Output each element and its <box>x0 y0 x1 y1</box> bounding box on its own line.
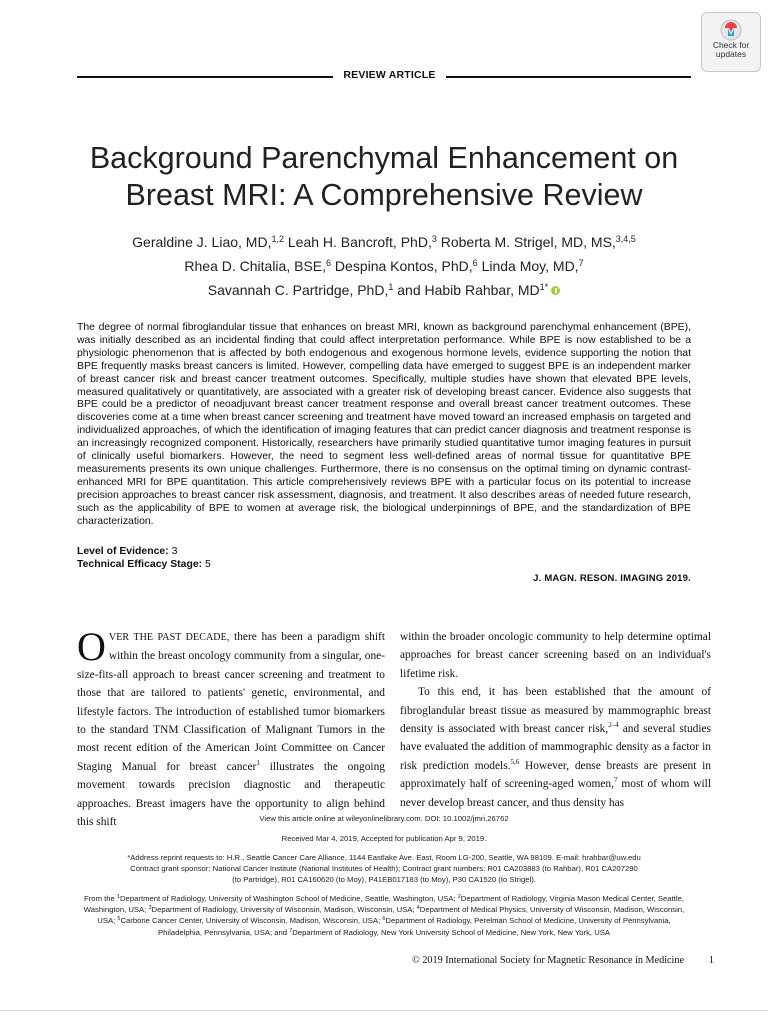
body-paragraph: within the broader oncologic community to help determine optimal approaches for breast cancer screening based on an individual's lifetime risk. <box>400 631 711 680</box>
badge-line-2: updates <box>715 49 747 59</box>
author-affiliation-marker: 6 <box>472 258 478 268</box>
author-line-1 <box>70 230 698 254</box>
author-list <box>70 230 698 302</box>
author-name: Rhea D. Chitalia, BSE, <box>184 258 327 274</box>
author-affiliation-marker: 7 <box>578 258 584 268</box>
copyright-notice: © 2019 International Society for Magnetic Resonance in Medicine <box>412 955 684 966</box>
crossmark-icon <box>720 19 742 41</box>
affiliation: Department of Radiology, University of Washington School of Medicine, Seattle, Washington, USA; <box>120 894 458 903</box>
body-text: To this end, it has been established that the amount of fibroglandular breast tissue as measured by mammographic breast density is associated with breast cancer risk, <box>400 686 711 736</box>
author-affiliation-marker: 3 <box>431 234 437 244</box>
abstract: The degree of normal fibroglandular tissue that enhances on breast MRI, known as background parenchymal enhancement (BPE), was initially described as an incidental finding that could affect interpretation performance. While BPE is now established to be a physiologic phenomenon that is affected by both endogenous and exogenous hormone levels, evidence supporting the notion that BPE frequently masks breast cancers is limited. However, compelling data have emerged to suggest BPE is an independent marker of breast cancer risk and breast cancer treatment outcomes. Specifically, multiple studies have shown that elevated BPE levels, measured qualitatively or quantitatively, are associated with a greater risk of developing breast cancer. Evidence also suggests that BPE could be a predictor of neoadjuvant breast cancer treatment response and overall breast cancer treatment outcomes. These discoveries come at a time when breast cancer screening and treatment have moved toward an increased emphasis on targeted and individualized approaches, of which the identification of imaging features that can predict cancer diagnosis and treatment response is an increasingly recognized component. Historically, researchers have primarily studied quantitative tumor imaging features in pursuit of clinically useful biomarkers. However, the need to segment less well-defined areas of normal tissue for quantitative BPE measurements presents its own unique challenges. Furthermore, there is no consensus on the optimal timing on dynamic contrast-enhanced MRI for BPE quantitation. This article comprehensively reviews BPE with a particular focus on its potential to increase precision approaches to breast cancer risk assessment, diagnosis, and treatment. It also describes areas of needed future research, such as the applicability of BPE to women at average risk, the biological underpinnings of BPE, and the standardization of BPE characterization. <box>77 322 691 527</box>
body-text: most of whom will never develop breast cancer, and thus density has <box>400 778 711 809</box>
body-text: illustrates the ongoing movement towards precision diagnostic and therapeutic approaches. Breast imagers have the opportunity to align behind this shift <box>77 760 385 829</box>
author-name: Linda Moy, MD, <box>481 258 579 274</box>
body-column-right <box>400 628 711 812</box>
correspondence-note <box>77 852 691 886</box>
check-for-updates-badge[interactable] <box>701 12 761 72</box>
citation-marker: 5,6 <box>510 757 520 766</box>
author-affiliation-marker: 6 <box>326 258 332 268</box>
title-line-2: Breast MRI: A Comprehensive Review <box>125 178 643 212</box>
journal-reference: J. MAGN. RESON. IMAGING 2019. <box>533 573 691 584</box>
author-affiliation-marker: 1* <box>539 282 549 292</box>
level-of-evidence <box>77 546 377 559</box>
citation-marker: 7 <box>613 776 618 785</box>
grant-line-2: (to Partridge), R01 CA160620 (to Moy), P41EB017183 (to Moy), P30 CA1520 (to Strigel). <box>232 875 536 885</box>
page-number: 1 <box>708 955 714 966</box>
affiliation: Department of Radiology, Virginia Mason Medical Center, Seattle, Washington, USA; <box>83 894 684 915</box>
section-rule-right <box>446 76 691 78</box>
level-of-evidence-value: 3 <box>171 546 178 557</box>
author-line-2 <box>70 254 698 278</box>
intro-lead-in: VER THE PAST DECADE, <box>108 632 230 643</box>
badge-line-1: Check for <box>712 40 750 50</box>
citation-marker: 2–4 <box>608 721 619 730</box>
author-affiliation-marker: 1,2 <box>271 234 284 244</box>
body-paragraph <box>400 683 711 812</box>
view-online-note: View this article online at wileyonlinelibrary.com. DOI: 10.1002/jmri.26762 <box>259 814 509 823</box>
affiliations: From the $^1$Department of Radiology, University of Washington School of Medicine, Seattle, Washington, USA; $^2$Department of Radiology, Virginia Mason Medical Center, Seattle, Washington, USA; $^3$Department of Radiology, University of Wisconsin, Madison, Wisconsin, USA; $^4$Department of Medical Physics, University of Wisconsin, Madison, Wisconsin, USA; $^5$Carbone Cancer Center, University of Wisconsin, Madison, Wisconsin, USA; $^6$Department of Radiology, Perelman School of Medicine, University of Pennsylvania, Philadelphia, Pennsylvania, USA; and $^7$Department of Radiology, New York University School of Medicine, New York, New York, USA <box>83 894 685 937</box>
drop-cap: O <box>77 624 106 669</box>
technical-efficacy-label: Technical Efficacy Stage: <box>77 559 203 570</box>
technical-efficacy-value: 5 <box>205 559 211 570</box>
address-line: *Address reprint requests to: H.R., Seattle Cancer Care Alliance, 1144 Eastlake Ave. East, Room LG-200, Seattle, WA 98109. E-mail: hrahbar@uw.edu <box>127 853 641 862</box>
section-rule-left <box>77 76 333 78</box>
article-title <box>60 140 708 214</box>
level-of-evidence-label: Level of Evidence: <box>77 546 169 557</box>
author-name: Geraldine J. Liao, MD, <box>132 234 272 250</box>
body-column-left <box>77 624 385 831</box>
affiliation: Department of Radiology, Perelman School of Medicine, University of Pennsylvania, Philadelphia, Pennsylvania, USA; and <box>157 916 671 937</box>
affiliations-lead: From the <box>84 894 117 903</box>
author-affiliation-marker: 1 <box>388 282 394 292</box>
author-name: Savannah C. Partridge, PhD, <box>207 282 389 298</box>
author-name: and Habib Rahbar, MD <box>397 282 540 298</box>
affiliation: Department of Medical Physics, University of Wisconsin, Madison, Wisconsin, USA; <box>97 905 685 926</box>
body-text: and several studies have evaluated the addition of mammographic density as a factor in risk prediction models. <box>400 723 711 772</box>
received-dates: Received Mar 4, 2019, Accepted for publication Apr 9, 2019. <box>281 834 487 843</box>
author-line-3 <box>70 278 698 302</box>
citation-marker: 1 <box>256 758 260 767</box>
affiliation: Department of Radiology, New York University School of Medicine, New York, New York, USA <box>292 927 611 937</box>
body-text: there has been a paradigm shift within the breast oncology community from a singular, one-size-fits-all approach to breast cancer screening and treatment to those that are tailored to patients' genetic, environmental, and lifestyle factors. The introduction of established tumor biomarkers to the standard TNM Classification of Malignant Tumors in the most recent edition of the American Joint Committee on Cancer Staging Manual for breast cancer <box>77 631 385 773</box>
technical-efficacy-stage <box>77 559 377 572</box>
section-label: REVIEW ARTICLE <box>343 69 436 81</box>
author-name: Roberta M. Strigel, MD, MS, <box>440 234 616 250</box>
affiliation: Carbone Cancer Center, University of Wisconsin, Madison, Wisconsin, USA; <box>120 916 383 926</box>
grant-line-1: Contract grant sponsor: National Cancer Institute (National Institutes of Health); Contract grant numbers: R01 CA203883 (to Rahbar), R01 CA207290 <box>130 864 638 874</box>
author-name: Despina Kontos, PhD, <box>334 258 473 274</box>
footer-divider <box>0 1010 768 1011</box>
author-name: Leah H. Bancroft, PhD, <box>287 234 432 250</box>
orcid-icon[interactable] <box>551 286 560 295</box>
affiliation: Department of Radiology, University of Wisconsin, Madison, Wisconsin, USA; <box>151 905 417 915</box>
author-affiliation-marker: 3,4,5 <box>615 234 636 244</box>
intro-paragraph <box>77 624 385 831</box>
title-line-1: Background Parenchymal Enhancement on <box>89 141 679 175</box>
body-text: However, dense breasts are present in approximately half of screening-aged women, <box>400 759 711 791</box>
